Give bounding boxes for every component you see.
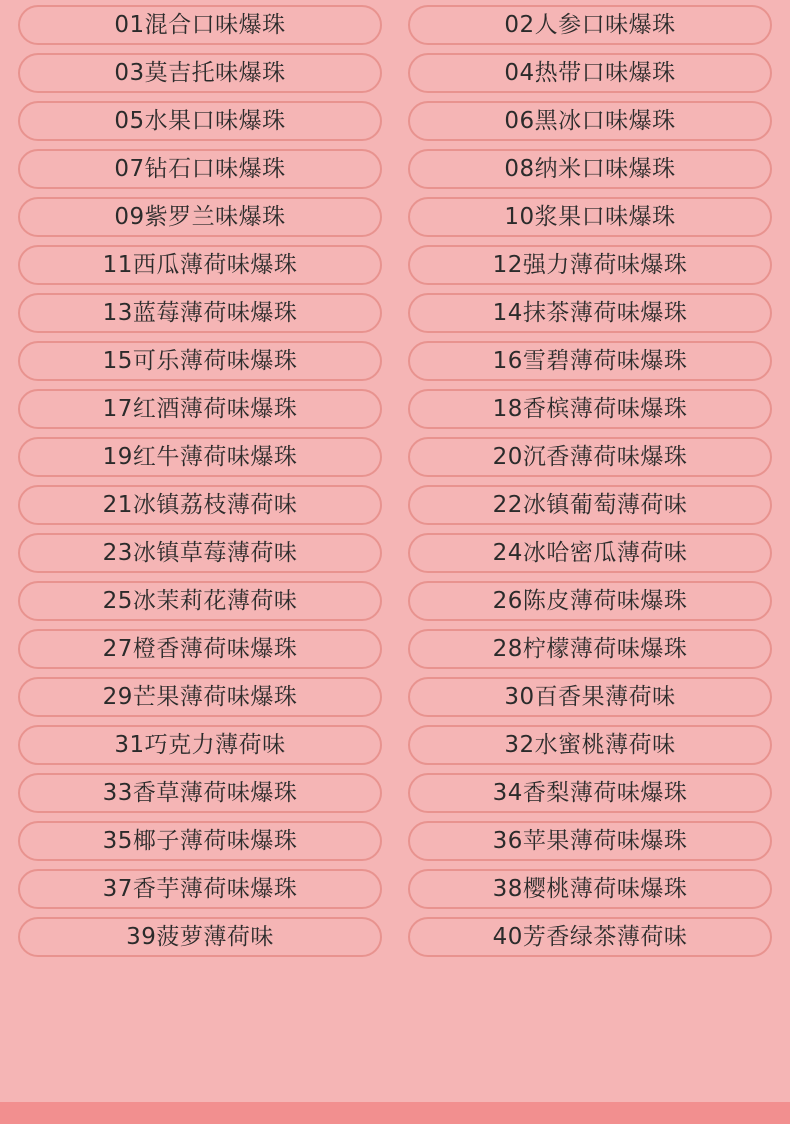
flavor-pill-label: 38樱桃薄荷味爆珠: [492, 875, 688, 902]
flavor-pill[interactable]: [408, 149, 772, 189]
flavor-pill[interactable]: [18, 581, 382, 621]
flavor-pill-label: 01混合口味爆珠: [114, 11, 286, 38]
flavor-pill[interactable]: [18, 437, 382, 477]
flavor-pill-label: 39菠萝薄荷味: [126, 923, 274, 950]
flavor-pill-label: 27橙香薄荷味爆珠: [102, 635, 298, 662]
flavor-pill-label: 04热带口味爆珠: [504, 59, 676, 86]
flavor-pill[interactable]: [408, 821, 772, 861]
flavor-pill[interactable]: [408, 485, 772, 525]
flavor-pill[interactable]: [18, 389, 382, 429]
flavor-pill-label: 16雪碧薄荷味爆珠: [492, 347, 688, 374]
flavor-pill-label: 20沉香薄荷味爆珠: [492, 443, 688, 470]
flavor-pill[interactable]: [408, 869, 772, 909]
flavor-pill-label: 24冰哈密瓜薄荷味: [492, 539, 688, 566]
flavor-pill-label: 12强力薄荷味爆珠: [492, 251, 688, 278]
flavor-pill[interactable]: [408, 629, 772, 669]
flavor-pill-label: 17红酒薄荷味爆珠: [102, 395, 298, 422]
flavor-pill[interactable]: [18, 341, 382, 381]
flavor-pill-label: 05水果口味爆珠: [114, 107, 286, 134]
flavor-pill-label: 37香芋薄荷味爆珠: [102, 875, 298, 902]
flavor-pill-label: 26陈皮薄荷味爆珠: [492, 587, 688, 614]
flavor-pill[interactable]: [18, 533, 382, 573]
flavor-pill[interactable]: [18, 917, 382, 957]
flavor-pill[interactable]: [18, 149, 382, 189]
flavor-pill-label: 03莫吉托味爆珠: [114, 59, 286, 86]
flavor-pill[interactable]: [408, 581, 772, 621]
flavor-pill[interactable]: [18, 197, 382, 237]
flavor-pill[interactable]: [18, 101, 382, 141]
flavor-pill[interactable]: [18, 629, 382, 669]
flavor-pill[interactable]: [408, 197, 772, 237]
flavor-pill-label: 13蓝莓薄荷味爆珠: [102, 299, 298, 326]
flavor-pill[interactable]: [408, 5, 772, 45]
flavor-pill-label: 36苹果薄荷味爆珠: [492, 827, 688, 854]
flavor-pill-label: 14抹茶薄荷味爆珠: [492, 299, 688, 326]
flavor-pill[interactable]: [408, 437, 772, 477]
flavor-pill-label: 21冰镇荔枝薄荷味: [102, 491, 298, 518]
flavor-pill[interactable]: [408, 101, 772, 141]
flavor-pill-label: 31巧克力薄荷味: [114, 731, 286, 758]
flavor-pill[interactable]: [408, 677, 772, 717]
flavor-pill-label: 07钻石口味爆珠: [114, 155, 286, 182]
flavor-pill[interactable]: [408, 245, 772, 285]
flavor-pill-label: 23冰镇草莓薄荷味: [102, 539, 298, 566]
flavor-pill-label: 09紫罗兰味爆珠: [114, 203, 286, 230]
flavor-pill[interactable]: [408, 917, 772, 957]
flavor-pill[interactable]: [18, 821, 382, 861]
flavor-pill[interactable]: [18, 53, 382, 93]
flavor-pill-label: 15可乐薄荷味爆珠: [102, 347, 298, 374]
flavor-pill-label: 33香草薄荷味爆珠: [102, 779, 298, 806]
flavor-pill[interactable]: [18, 485, 382, 525]
flavor-pill[interactable]: [18, 869, 382, 909]
flavor-pill-label: 06黑冰口味爆珠: [504, 107, 676, 134]
flavor-pill-label: 18香槟薄荷味爆珠: [492, 395, 688, 422]
flavor-pill-label: 34香梨薄荷味爆珠: [492, 779, 688, 806]
flavor-pill-label: 19红牛薄荷味爆珠: [102, 443, 298, 470]
flavor-pill[interactable]: [408, 773, 772, 813]
flavor-pill-label: 29芒果薄荷味爆珠: [102, 683, 298, 710]
flavor-pill[interactable]: [408, 725, 772, 765]
flavor-pill[interactable]: [18, 773, 382, 813]
flavor-pill-label: 10浆果口味爆珠: [504, 203, 676, 230]
flavor-pill[interactable]: [18, 725, 382, 765]
flavor-pill[interactable]: [408, 533, 772, 573]
flavor-pill-label: 22冰镇葡萄薄荷味: [492, 491, 688, 518]
flavor-pill[interactable]: [408, 293, 772, 333]
flavor-pill-label: 32水蜜桃薄荷味: [504, 731, 676, 758]
flavor-pill-label: 28柠檬薄荷味爆珠: [492, 635, 688, 662]
flavor-pill-label: 08纳米口味爆珠: [504, 155, 676, 182]
flavor-pill-label: 25冰茉莉花薄荷味: [102, 587, 298, 614]
flavor-pill-label: 30百香果薄荷味: [504, 683, 676, 710]
flavor-pill[interactable]: [18, 5, 382, 45]
flavor-pill[interactable]: [18, 245, 382, 285]
flavor-pill-label: 11西瓜薄荷味爆珠: [102, 251, 298, 278]
flavor-pill-label: 02人参口味爆珠: [504, 11, 676, 38]
flavor-pill[interactable]: [18, 677, 382, 717]
flavor-pill[interactable]: [408, 53, 772, 93]
flavor-pill[interactable]: [18, 293, 382, 333]
flavor-pill[interactable]: [408, 341, 772, 381]
flavor-pill-label: 35椰子薄荷味爆珠: [102, 827, 298, 854]
footer-bar: [0, 1102, 790, 1124]
flavor-pill-label: 40芳香绿茶薄荷味: [492, 923, 688, 950]
flavor-pill[interactable]: [408, 389, 772, 429]
